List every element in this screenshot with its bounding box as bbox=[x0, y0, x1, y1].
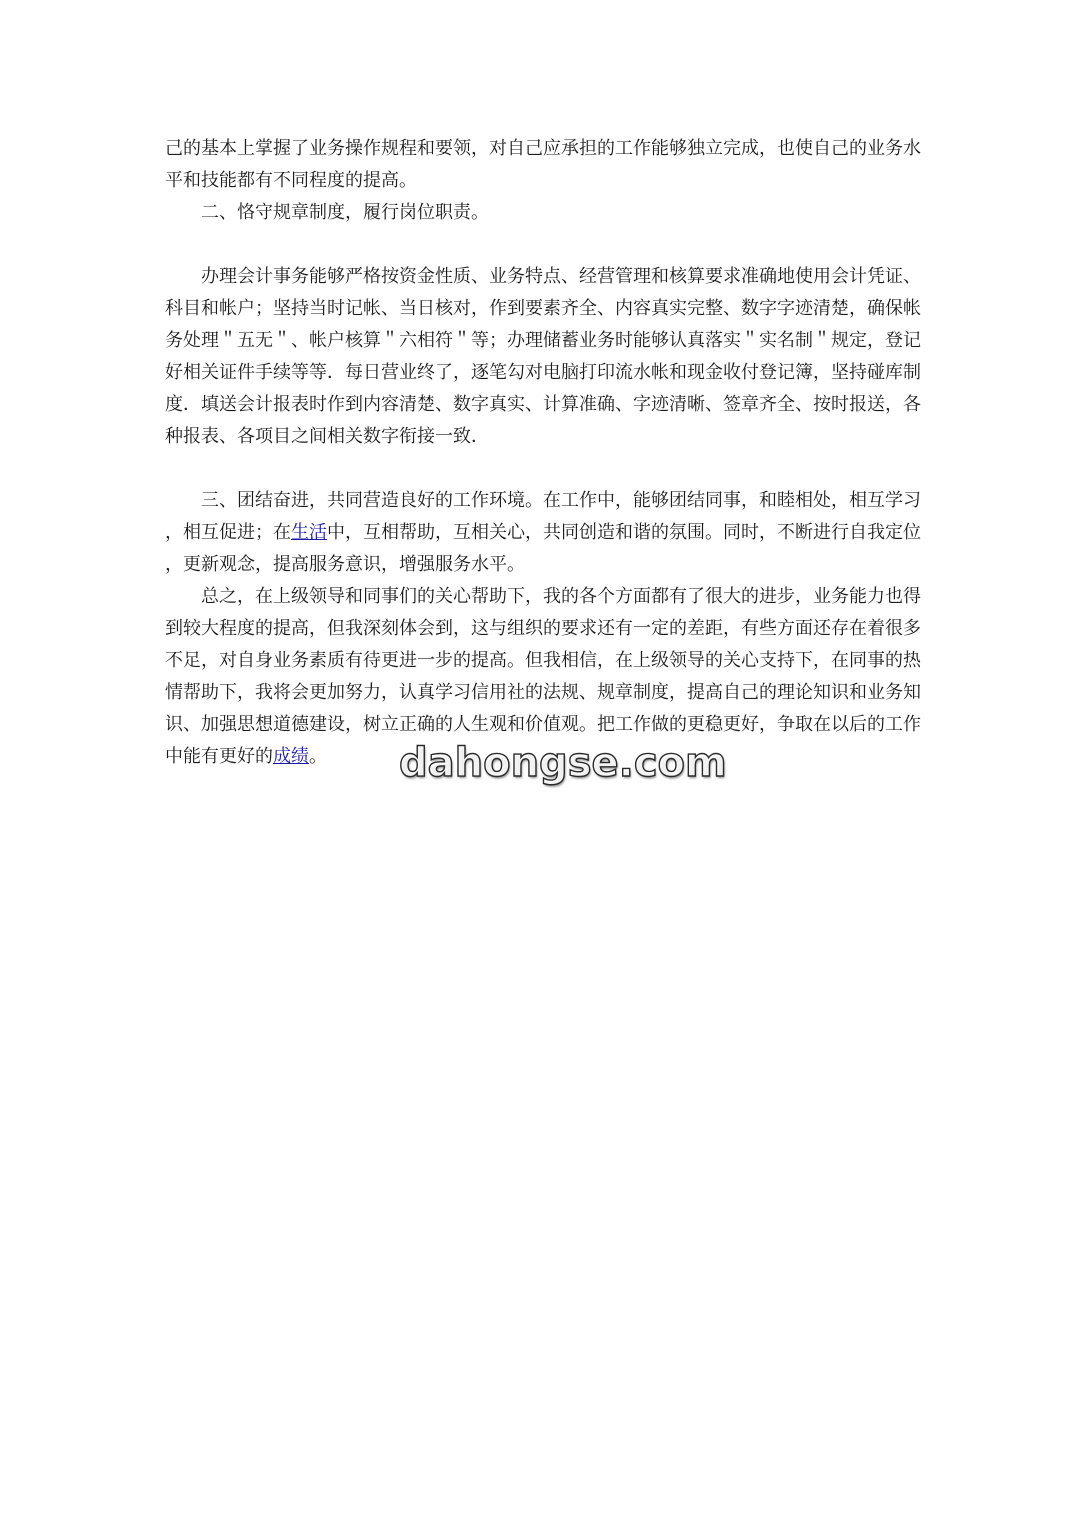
link-life[interactable]: 生活 bbox=[291, 522, 327, 543]
watermark-text: dahongse.com bbox=[399, 740, 727, 786]
document-body bbox=[165, 133, 921, 773]
paragraph-teamwork bbox=[165, 485, 921, 581]
paragraph-summary bbox=[165, 581, 921, 773]
paragraph-accounting: 办理会计事务能够严格按资金性质、业务特点、经营管理和核算要求准确地使用会计凭证、科目和帐户；坚持当时记帐、当日核对，作到要素齐全、内容真实完整、数字字迹清楚，确保帐务处理＂五无＂、帐户核算＂六相符＂等；办理储蓄业务时能够认真落实＂实名制＂规定，登记好相关证件手续等等．每日营业终了，逐笔勾对电脑打印流水帐和现金收付登记簿，坚持碰库制度．填送会计报表时作到内容清楚、数字真实、计算准确、字迹清晰、签章齐全、按时报送，各种报表、各项目之间相关数字衔接一致． bbox=[165, 266, 921, 447]
text-span: 中，互相帮助，互相关心，共同创造和谐的氛围。同时，不断进行自我定位，更新观念，提高服务意识，增强服务水平。 bbox=[165, 522, 921, 575]
text-span: 三、团结奋进，共同营造良好的工作环境。在工作中，能够团结同事，和睦相处，相互学习，相互促进；在 bbox=[165, 490, 921, 543]
text-span: 总之，在上级领导和同事们的关心帮助下，我的各个方面都有了很大的进步，业务能力也得到较大程度的提高，但我深刻体会到，这与组织的要求还有一定的差距，有些方面还存在着很多不足，对自身业务素质有待更进一步的提高。但我相信，在上级领导的关心支持下，在同事的热情帮助下，我将会更加努力，认真学习信用社的法规、规章制度，提高自己的理论知识和业务知识、加强思想道德建设，树立正确的人生观和价值观。把工作做的更稳更好，争取在以后的工作中能有更好的 bbox=[165, 586, 921, 767]
paragraph-continuation: 己的基本上掌握了业务操作规程和要领，对自己应承担的工作能够独立完成，也使自己的业务水平和技能都有不同程度的提高。 bbox=[165, 138, 921, 191]
section-heading-2: 二、恪守规章制度，履行岗位职责。 bbox=[201, 202, 489, 223]
link-achievement[interactable]: 成绩 bbox=[273, 746, 309, 767]
text-span: 。 bbox=[309, 746, 327, 767]
